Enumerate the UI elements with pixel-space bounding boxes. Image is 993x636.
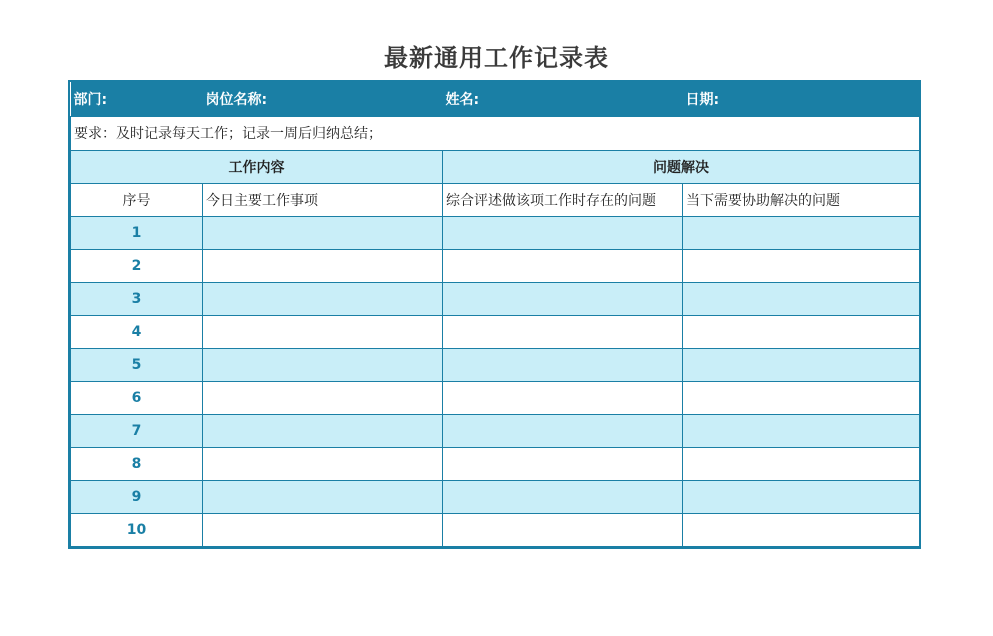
help-cell[interactable]	[683, 315, 920, 348]
today-cell[interactable]	[203, 282, 443, 315]
help-cell[interactable]	[683, 480, 920, 513]
row-index-cell[interactable]: 3	[71, 282, 203, 315]
table-row	[71, 348, 920, 381]
table-row	[71, 381, 920, 414]
position-label[interactable]: 岗位名称:	[203, 82, 443, 116]
column-header-review[interactable]: 综合评述做该项工作时存在的问题	[443, 183, 683, 216]
review-cell[interactable]	[443, 348, 683, 381]
review-cell[interactable]	[443, 513, 683, 546]
review-cell[interactable]	[443, 315, 683, 348]
table-body	[71, 216, 920, 546]
row-index-cell[interactable]: 10	[71, 513, 203, 546]
row-index-cell[interactable]: 6	[71, 381, 203, 414]
row-index-cell[interactable]: 1	[71, 216, 203, 249]
review-cell[interactable]	[443, 282, 683, 315]
help-cell[interactable]	[683, 216, 920, 249]
today-cell[interactable]	[203, 447, 443, 480]
row-index-cell[interactable]: 8	[71, 447, 203, 480]
table-row	[71, 414, 920, 447]
column-header-help[interactable]: 当下需要协助解决的问题	[683, 183, 920, 216]
today-cell[interactable]	[203, 249, 443, 282]
name-label[interactable]: 姓名:	[443, 82, 683, 116]
today-cell[interactable]	[203, 414, 443, 447]
today-cell[interactable]	[203, 348, 443, 381]
section-problem-solving[interactable]: 问题解决	[443, 150, 920, 183]
today-cell[interactable]	[203, 216, 443, 249]
review-cell[interactable]	[443, 216, 683, 249]
help-cell[interactable]	[683, 513, 920, 546]
page-title: 最新通用工作记录表	[384, 44, 609, 72]
row-index-cell[interactable]: 7	[71, 414, 203, 447]
requirement-row	[71, 116, 920, 150]
table-row	[71, 249, 920, 282]
review-cell[interactable]	[443, 480, 683, 513]
row-index-cell[interactable]: 4	[71, 315, 203, 348]
today-cell[interactable]	[203, 513, 443, 546]
column-header-today[interactable]: 今日主要工作事项	[203, 183, 443, 216]
today-cell[interactable]	[203, 315, 443, 348]
review-cell[interactable]	[443, 447, 683, 480]
help-cell[interactable]	[683, 282, 920, 315]
work-record-table	[68, 80, 921, 549]
department-label[interactable]: 部门:	[71, 82, 203, 116]
column-header-row	[71, 183, 920, 216]
review-cell[interactable]	[443, 249, 683, 282]
row-index-cell[interactable]: 5	[71, 348, 203, 381]
help-cell[interactable]	[683, 348, 920, 381]
help-cell[interactable]	[683, 381, 920, 414]
table-row	[71, 282, 920, 315]
table-row	[71, 513, 920, 546]
review-cell[interactable]	[443, 414, 683, 447]
table-row	[71, 216, 920, 249]
section-header-row	[71, 150, 920, 183]
row-index-cell[interactable]: 9	[71, 480, 203, 513]
review-cell[interactable]	[443, 381, 683, 414]
column-header-index[interactable]: 序号	[71, 183, 203, 216]
help-cell[interactable]	[683, 414, 920, 447]
table-row	[71, 315, 920, 348]
table-row	[71, 447, 920, 480]
date-label[interactable]: 日期:	[683, 82, 920, 116]
help-cell[interactable]	[683, 447, 920, 480]
help-cell[interactable]	[683, 249, 920, 282]
requirement-text[interactable]: 要求：及时记录每天工作；记录一周后归纳总结；	[71, 116, 920, 150]
today-cell[interactable]	[203, 480, 443, 513]
table-row	[71, 480, 920, 513]
section-work-content[interactable]: 工作内容	[71, 150, 443, 183]
today-cell[interactable]	[203, 381, 443, 414]
row-index-cell[interactable]: 2	[71, 249, 203, 282]
info-header-row	[71, 82, 920, 116]
